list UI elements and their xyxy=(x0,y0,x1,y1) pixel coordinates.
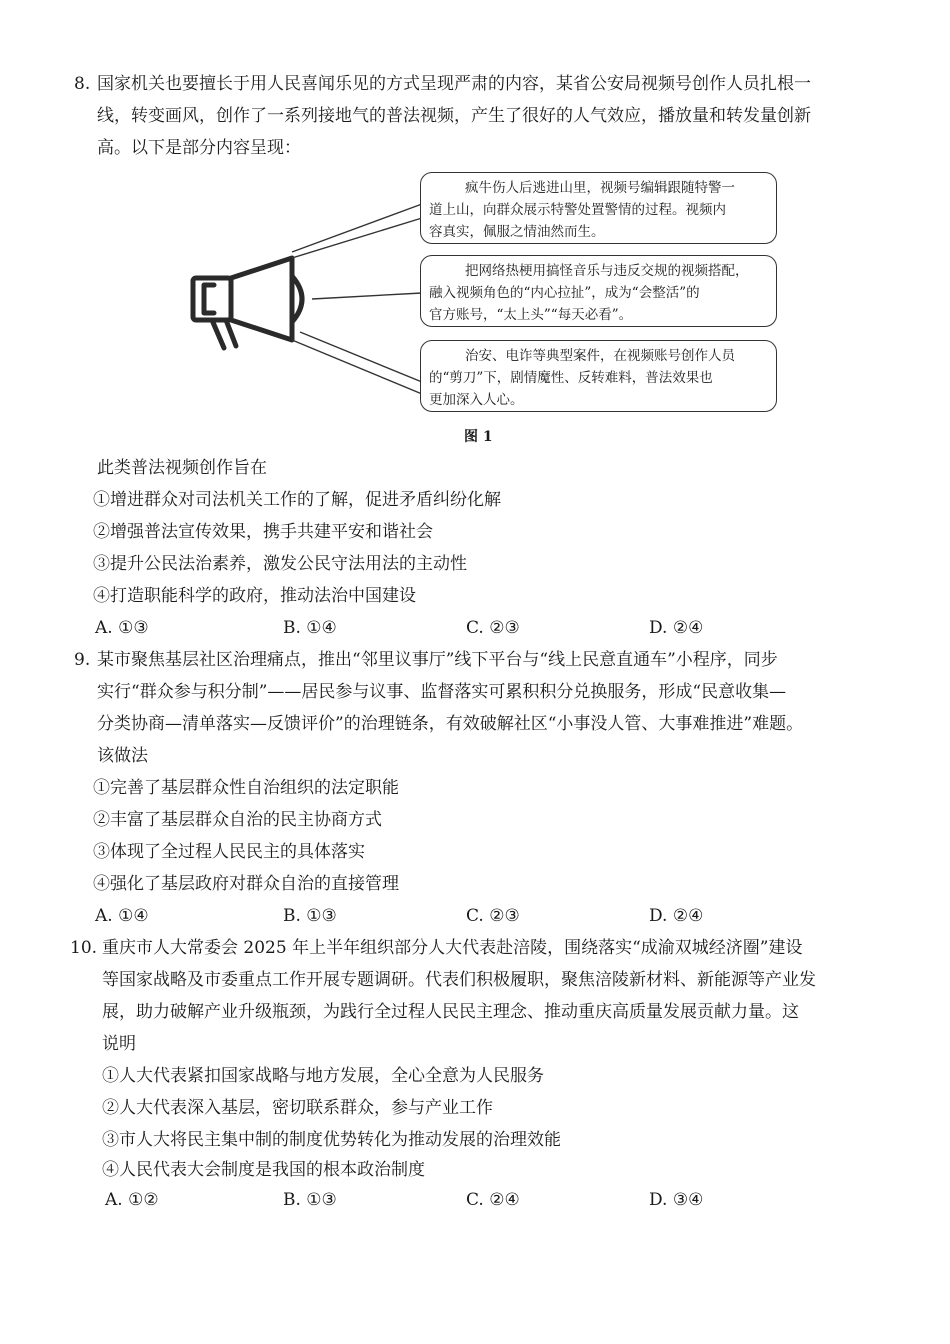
question-8-number: 8. xyxy=(74,74,91,94)
question-10-option-d[interactable]: D. ③④ xyxy=(649,1190,704,1210)
speech-bubble-3 xyxy=(420,340,777,412)
megaphone-icon xyxy=(193,258,302,348)
question-8-stem-line-1: 国家机关也要擅长于用人民喜闻乐见的方式呈现严肃的内容，某省公安局视频号创作人员扎根一 xyxy=(97,74,811,94)
question-9-statement-3: ③体现了全过程人民民主的具体落实 xyxy=(93,842,365,862)
question-9-option-c[interactable]: C. ②③ xyxy=(466,906,520,926)
question-8-stem-line-2: 线，转变画风，创作了一系列接地气的普法视频，产生了很好的人气效应，播放量和转发量创新 xyxy=(97,106,811,126)
question-9-statement-1: ①完善了基层群众性自治组织的法定职能 xyxy=(93,778,399,798)
question-9-option-d[interactable]: D. ②④ xyxy=(649,906,704,926)
bubble-3-line-2: 的“剪刀”下，剧情魔性、反转难料，普法效果也 xyxy=(429,370,713,386)
question-9-stem-line-4: 该做法 xyxy=(97,746,148,766)
bubble-2-line-3: 官方账号，“太上头”“每天必看”。 xyxy=(429,307,633,323)
question-8-option-b[interactable]: B. ①④ xyxy=(283,618,337,638)
question-10-statement-2: ②人大代表深入基层，密切联系群众，参与产业工作 xyxy=(102,1098,493,1118)
question-10-number: 10. xyxy=(70,938,98,958)
question-8-statement-3: ③提升公民法治素养，激发公民守法用法的主动性 xyxy=(93,554,467,574)
question-8-option-d[interactable]: D. ②④ xyxy=(649,618,704,638)
question-10-option-a[interactable]: A. ①② xyxy=(105,1190,159,1210)
question-9-option-a[interactable]: A. ①④ xyxy=(95,906,149,926)
speech-bubble-1 xyxy=(420,172,777,244)
question-8-statement-4: ④打造职能科学的政府，推动法治中国建设 xyxy=(93,586,416,606)
question-10-stem-line-2: 等国家战略及市委重点工作开展专题调研。代表们积极履职，聚焦涪陵新材料、新能源等产业发 xyxy=(102,970,816,990)
question-9-statement-4: ④强化了基层政府对群众自治的直接管理 xyxy=(93,874,399,894)
question-10-option-c[interactable]: C. ②④ xyxy=(466,1190,520,1210)
question-10-statement-1: ①人大代表紧扣国家战略与地方发展，全心全意为人民服务 xyxy=(102,1066,544,1086)
question-9-stem-line-3: 分类协商—清单落实—反馈评价”的治理链条，有效破解社区“小事没人管、大事难推进”难题。 xyxy=(97,714,804,734)
question-8-stem-line-3: 高。以下是部分内容呈现： xyxy=(97,138,301,158)
bubble-1-line-2: 道上山，向群众展示特警处置警情的过程。视频内 xyxy=(429,202,726,218)
bubble-1-line-3: 容真实，佩服之情油然而生。 xyxy=(429,224,605,240)
question-10-statement-4: ④人民代表大会制度是我国的根本政治制度 xyxy=(102,1160,425,1180)
bubble-2-line-1: 把网络热梗用搞怪音乐与违反交规的视频搭配， xyxy=(465,263,749,279)
bubble-1-line-1: 疯牛伤人后逃进山里，视频号编辑跟随特警一 xyxy=(465,180,735,196)
question-8-statement-2: ②增强普法宣传效果，携手共建平安和谐社会 xyxy=(93,522,433,542)
question-8-prompt: 此类普法视频创作旨在 xyxy=(97,458,267,478)
question-8-statement-1: ①增进群众对司法机关工作的了解，促进矛盾纠纷化解 xyxy=(93,490,501,510)
speech-bubble-2 xyxy=(420,255,777,327)
question-8-option-a[interactable]: A. ①③ xyxy=(95,618,149,638)
question-9-stem-line-1: 某市聚焦基层社区治理痛点，推出“邻里议事厅”线下平台与“线上民意直通车”小程序，同步 xyxy=(97,650,778,670)
question-9-statement-2: ②丰富了基层群众自治的民主协商方式 xyxy=(93,810,382,830)
question-9-option-b[interactable]: B. ①③ xyxy=(283,906,337,926)
question-10-statement-3: ③市人大将民主集中制的制度优势转化为推动发展的治理效能 xyxy=(102,1130,561,1150)
bubble-2-line-2: 融入视频角色的“内心拉扯”，成为“会整活”的 xyxy=(429,285,700,301)
question-10-stem-line-4: 说明 xyxy=(102,1034,136,1054)
question-9-number: 9. xyxy=(74,650,91,670)
bubble-3-line-1: 治安、电诈等典型案件，在视频账号创作人员 xyxy=(465,348,735,364)
question-10-stem-line-1: 重庆市人大常委会 2025 年上半年组织部分人大代表赴涪陵，围绕落实“成渝双城经济圈”建设 xyxy=(102,938,803,958)
bubble-3-line-3: 更加深入人心。 xyxy=(429,392,524,408)
figure-caption: 图 1 xyxy=(464,429,493,445)
question-8-option-c[interactable]: C. ②③ xyxy=(466,618,520,638)
bubble-connectors xyxy=(292,204,422,394)
question-10-option-b[interactable]: B. ①③ xyxy=(283,1190,337,1210)
question-9-stem-line-2: 实行“群众参与积分制”——居民参与议事、监督落实可累积积分兑换服务，形成“民意收集— xyxy=(97,682,787,702)
question-10-stem-line-3: 展，助力破解产业升级瓶颈，为践行全过程人民民主理念、推动重庆高质量发展贡献力量。这 xyxy=(102,1002,799,1022)
